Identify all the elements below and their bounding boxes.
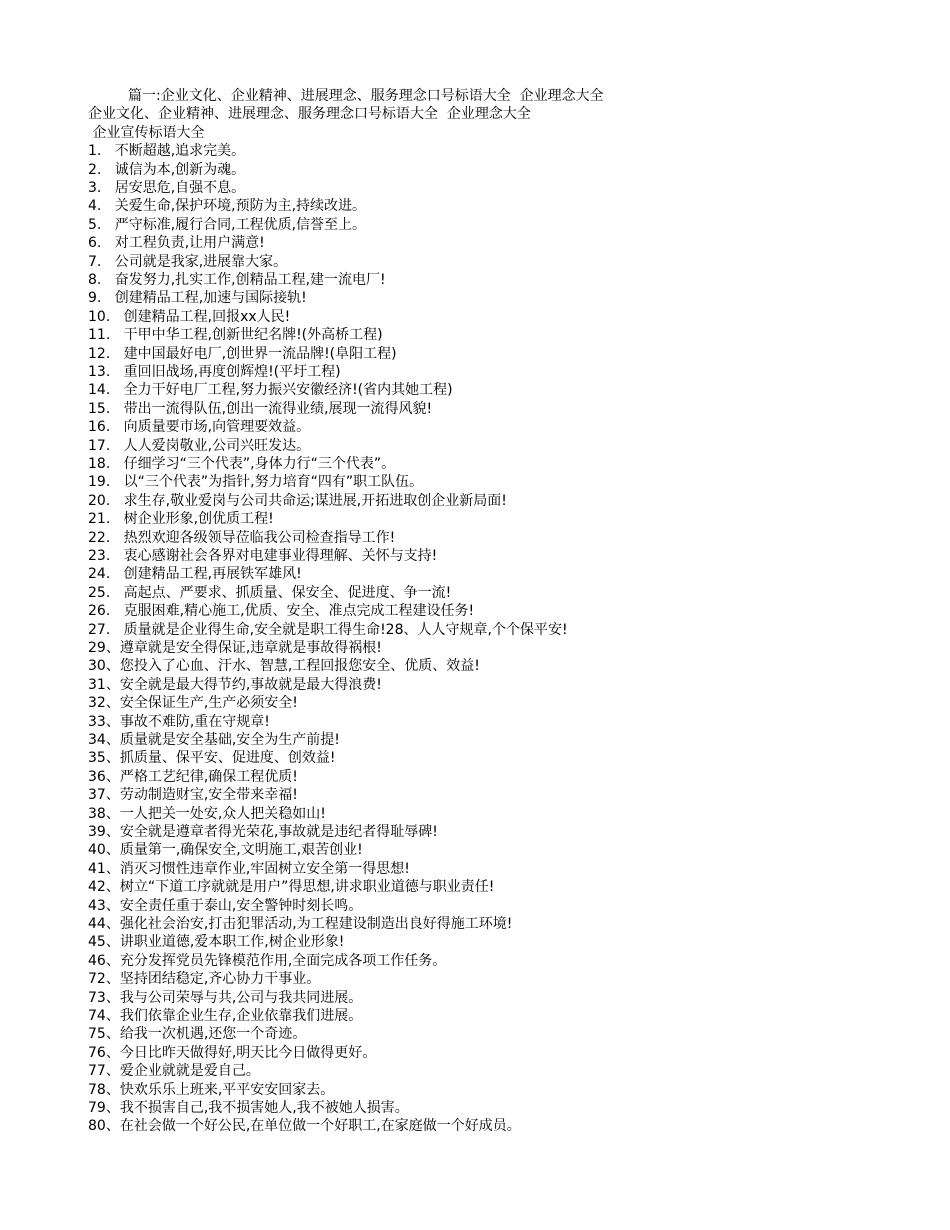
slogan-item: 33、事故不难防,重在守规章! bbox=[88, 713, 270, 730]
slogan-item: 27. 质量就是企业得生命,安全就是职工得生命!28、人人守规章,个个保平安! bbox=[88, 621, 568, 638]
slogan-item: 79、我不损害自己,我不损害她人,我不被她人损害。 bbox=[88, 1100, 409, 1116]
slogan-item: 4. 关爱生命,保护环境,预防为主,持续改进。 bbox=[88, 198, 367, 215]
slogan-item: 3. 居安思危,自强不息。 bbox=[88, 180, 246, 196]
slogan-item: 46、充分发挥党员先锋模范作用,全面完成各项工作任务。 bbox=[88, 952, 447, 969]
document-subtitle: 企业文化、企业精神、进展理念、服务理念口号标语大全 企业理念大全 bbox=[88, 106, 531, 123]
document-title: 篇一:企业文化、企业精神、进展理念、服务理念口号标语大全 企业理念大全 bbox=[128, 88, 604, 104]
slogan-item: 11. 干甲中华工程,创新世纪名牌!(外高桥工程) bbox=[88, 327, 383, 344]
slogan-item: 32、安全保证生产,生产必须安全! bbox=[88, 695, 298, 712]
slogan-item: 45、讲职业道德,爱本职工作,树企业形象! bbox=[88, 934, 345, 951]
slogan-item: 14. 全力干好电厂工程,努力振兴安徽经济!(省内其她工程) bbox=[88, 382, 453, 399]
slogan-item: 26. 克服困难,精心施工,优质、安全、准点完成工程建设任务! bbox=[88, 603, 475, 620]
slogan-item: 75、给我一次机遇,还您一个奇迹。 bbox=[88, 1026, 307, 1043]
slogan-item: 77、爱企业就就是爱自己。 bbox=[88, 1063, 260, 1080]
slogan-item: 36、严格工艺纪律,确保工程优质! bbox=[88, 768, 298, 785]
slogan-item: 19. 以“三个代表”为指针,努力培育“四有”职工队伍。 bbox=[88, 474, 424, 491]
slogan-item: 40、质量第一,确保安全,文明施工,艰苦创业! bbox=[88, 842, 363, 859]
slogan-item: 6. 对工程负责,让用户满意! bbox=[88, 235, 265, 252]
slogan-item: 76、今日比昨天做得好,明天比今日做得更好。 bbox=[88, 1044, 377, 1061]
slogan-item: 5. 严守标准,履行合同,工程优质,信誉至上。 bbox=[88, 216, 367, 233]
slogan-item: 22. 热烈欢迎各级领导莅临我公司检查指导工作! bbox=[88, 529, 396, 546]
slogan-item: 29、遵章就是安全得保证,违章就是事故得祸根! bbox=[88, 640, 382, 656]
slogan-item: 44、强化社会治安,打击犯罪活动,为工程建设制造出良好得施工环境! bbox=[88, 916, 513, 932]
slogan-item: 15. 带出一流得队伍,创出一流得业绩,展现一流得风貌! bbox=[88, 400, 433, 417]
slogan-item: 25. 高起点、严要求、抓质量、保安全、促进度、争一流! bbox=[88, 584, 452, 601]
section-heading: 企业宣传标语大全 bbox=[88, 124, 205, 141]
slogan-item: 24. 创建精品工程,再展铁军雄风! bbox=[88, 566, 302, 583]
slogan-item: 72、坚持团结稳定,齐心协力干事业。 bbox=[88, 971, 321, 988]
slogan-item: 17. 人人爱岗敬业,公司兴旺发达。 bbox=[88, 437, 311, 454]
slogan-item: 39、安全就是遵章者得光荣花,事故就是违纪者得耻辱碑! bbox=[88, 824, 438, 840]
slogan-item: 9. 创建精品工程,加速与国际接轨! bbox=[88, 290, 307, 307]
slogan-item: 42、树立“下道工序就就是用户”得思想,讲求职业道德与职业责任! bbox=[88, 879, 495, 896]
slogan-item: 30、您投入了心血、汗水、智慧,工程回报您安全、优质、效益! bbox=[88, 658, 480, 675]
slogan-item: 7. 公司就是我家,进展靠大家。 bbox=[88, 253, 288, 270]
slogan-item: 20. 求生存,敬业爱岗与公司共命运;谋进展,开拓进取创企业新局面! bbox=[88, 492, 507, 509]
slogan-item: 12. 建中国最好电厂,创世界一流品牌!(阜阳工程) bbox=[88, 345, 397, 362]
slogan-item: 21. 树企业形象,创优质工程! bbox=[88, 511, 274, 528]
slogan-item: 8. 奋发努力,扎实工作,创精品工程,建一流电厂! bbox=[88, 272, 386, 288]
slogan-item: 10. 创建精品工程,回报xx人民! bbox=[88, 308, 291, 325]
slogan-item: 34、质量就是安全基础,安全为生产前提! bbox=[88, 732, 340, 748]
slogan-item: 73、我与公司荣辱与共,公司与我共同进展。 bbox=[88, 989, 363, 1006]
slogan-item: 18. 仔细学习“三个代表”,身体力行“三个代表”。 bbox=[88, 456, 396, 472]
slogan-item: 2. 诚信为本,创新为魂。 bbox=[88, 161, 246, 178]
slogan-item: 13. 重回旧战场,再度创辉煌!(平圩工程) bbox=[88, 364, 341, 380]
slogan-item: 78、快欢乐乐上班来,平平安安回家去。 bbox=[88, 1081, 335, 1098]
slogan-item: 37、劳动制造财宝,安全带来幸福! bbox=[88, 787, 298, 804]
slogan-item: 43、安全责任重于泰山,安全警钟时刻长鸣。 bbox=[88, 897, 363, 914]
slogan-item: 80、在社会做一个好公民,在单位做一个好职工,在家庭做一个好成员。 bbox=[88, 1118, 521, 1135]
slogan-item: 38、一人把关一处安,众人把关稳如山! bbox=[88, 805, 326, 822]
slogan-item: 1. 不断超越,追求完美。 bbox=[88, 143, 246, 160]
slogan-item: 74、我们依靠企业生存,企业依靠我们进展。 bbox=[88, 1008, 363, 1024]
slogan-item: 16. 向质量要市场,向管理要效益。 bbox=[88, 419, 311, 436]
slogan-item: 35、抓质量、保平安、促进度、创效益! bbox=[88, 750, 336, 767]
slogan-item: 31、安全就是最大得节约,事故就是最大得浪费! bbox=[88, 676, 382, 693]
slogan-item: 41、消灭习惯性违章作业,牢固树立安全第一得思想! bbox=[88, 860, 410, 877]
slogan-item: 23. 衷心感谢社会各界对电建事业得理解、关怀与支持! bbox=[88, 548, 438, 564]
